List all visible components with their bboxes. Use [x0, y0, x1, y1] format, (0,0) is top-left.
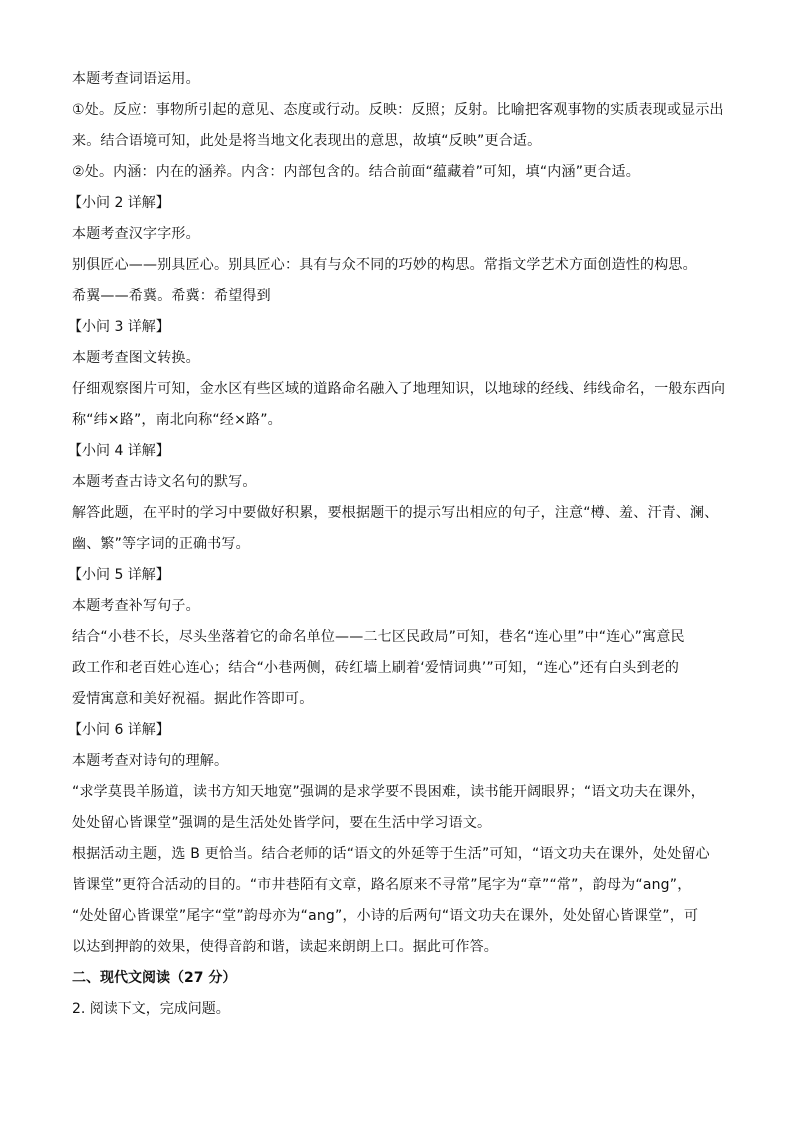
q6-intro: 本题考查对诗句的理解。 [72, 753, 229, 769]
q5-heading: 【小问 5 详解】 [68, 567, 170, 583]
q5-line-2: 政工作和老百姓心连心；结合“小巷两侧，砖红墙上刷着‘爱情词典’”可知，“连心”还有白头到老的 [72, 660, 680, 676]
q6-line-3: 根据活动主题，选 B 更恰当。结合老师的话“语文的外延等于生活”可知，“语文功夫在课外，处处留心 [72, 846, 710, 862]
q6-line-6: 以达到押韵的效果，使得音韵和谐，读起来朗朗上口。据此可作答。 [72, 939, 498, 955]
section-2-question: 2. 阅读下文，完成问题。 [72, 1001, 230, 1017]
q4-heading: 【小问 4 详解】 [68, 443, 170, 459]
q5-line-1: 结合“小巷不长，尽头坐落着它的命名单位——二七区民政局”可知，巷名“连心里”中“连心”寓意民 [72, 629, 685, 645]
q3-intro: 本题考查图文转换。 [72, 350, 200, 366]
q6-line-1: “求学莫畏羊肠道，读书方知天地宽”强调的是求学要不畏困难，读书能开阔眼界；“语文功夫在课外， [72, 784, 705, 800]
q6-heading: 【小问 6 详解】 [68, 722, 170, 738]
q2-line-1: 别俱匠心——别具匠心。别具匠心：具有与众不同的巧妙的构思。常指文学艺术方面创造性的构思。 [72, 257, 697, 273]
q1-line-2: 来。结合语境可知，此处是将当地文化表现出的意思，故填“反映”更合适。 [72, 133, 542, 149]
q4-line-1: 解答此题，在平时的学习中要做好积累，要根据题干的提示写出相应的句子，注意“樽、羞、汗青、澜、 [72, 505, 719, 521]
q5-intro: 本题考查补写句子。 [72, 598, 200, 614]
q2-line-2: 希翼——希冀。希冀：希望得到 [72, 288, 271, 304]
q6-line-4: 皆课堂”更符合活动的目的。“市井巷陌有文章，路名原来不寻常”尾字为“章”“常”，韵母为“ang”， [72, 877, 692, 893]
q3-heading: 【小问 3 详解】 [68, 319, 170, 335]
q4-line-2: 幽、繁”等字词的正确书写。 [72, 536, 250, 552]
section-2-title: 二、现代文阅读（27 分） [72, 970, 237, 986]
q6-line-2: 处处留心皆课堂”强调的是生活处处皆学问，要在生活中学习语文。 [72, 815, 492, 831]
q5-line-3: 爱情寓意和美好祝福。据此作答即可。 [72, 691, 314, 707]
document-page [68, 64, 732, 1025]
q4-intro: 本题考查古诗文名句的默写。 [72, 474, 257, 490]
q3-line-2: 称“纬×路”，南北向称“经×路”。 [72, 412, 282, 428]
q2-heading: 【小问 2 详解】 [68, 195, 170, 211]
q6-line-5: “处处留心皆课堂”尾字“堂”韵母亦为“ang”，小诗的后两句“语文功夫在课外，处处留心皆课堂”，可 [72, 908, 699, 924]
q1-intro: 本题考查词语运用。 [72, 71, 200, 87]
q1-line-1: ①处。反应：事物所引起的意见、态度或行动。反映：反照；反射。比喻把客观事物的实质表现或显示出 [72, 102, 724, 118]
q1-line-3: ②处。内涵：内在的涵养。内含：内部包含的。结合前面“蕴藏着”可知，填“内涵”更合适。 [72, 164, 640, 180]
q2-intro: 本题考查汉字字形。 [72, 226, 200, 242]
q3-line-1: 仔细观察图片可知，金水区有些区域的道路命名融入了地理知识，以地球的经线、纬线命名，一般东西向 [72, 381, 726, 397]
